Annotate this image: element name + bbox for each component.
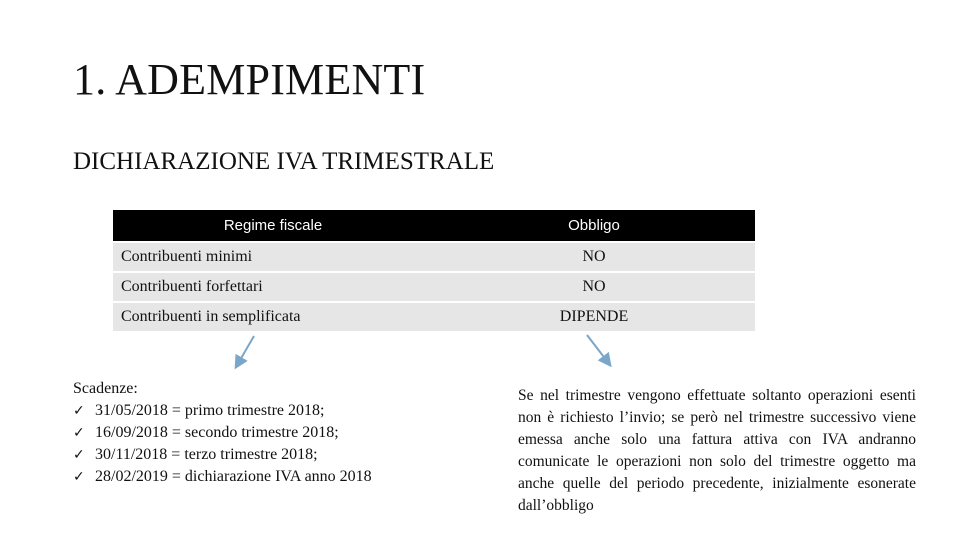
deadline-text: 28/02/2019 = dichiarazione IVA anno 2018: [95, 468, 372, 485]
check-icon: ✓: [73, 403, 85, 419]
row-regime: Contribuenti minimi: [113, 242, 433, 272]
row-obbligo: DIPENDE: [433, 302, 755, 331]
check-icon: ✓: [73, 425, 85, 441]
check-icon: ✓: [73, 469, 85, 485]
row-regime: Contribuenti in semplificata: [113, 302, 433, 331]
row-regime: Contribuenti forfettari: [113, 272, 433, 302]
arrow-down-right-icon: [587, 335, 610, 365]
deadline-text: 31/05/2018 = primo trimestre 2018;: [95, 402, 325, 419]
header-obbligo: Obbligo: [433, 210, 755, 242]
deadlines-list: [73, 400, 372, 488]
arrow-down-left-icon: [236, 336, 254, 367]
slide-subtitle: DICHIARAZIONE IVA TRIMESTRALE: [73, 148, 495, 175]
list-item: [73, 422, 372, 444]
note-paragraph: Se nel trimestre vengono effettuate soltanto operazioni esenti non è richiesto l’invio; se però nel trimestre successivo viene emessa anche solo una fattura attiva con IVA andranno comunicate le operazioni non solo del trimestre oggetto ma anche quelle del periodo precedente, inizialmente esonerate dall’obbligo: [518, 387, 916, 514]
deadline-text: 30/11/2018 = terzo trimestre 2018;: [95, 446, 318, 463]
deadlines-heading: Scadenze:: [73, 380, 138, 397]
check-icon: ✓: [73, 447, 85, 463]
row-obbligo: NO: [433, 272, 755, 302]
row-obbligo: NO: [433, 242, 755, 272]
slide-title: 1. ADEMPIMENTI: [73, 55, 426, 104]
deadline-text: 16/09/2018 = secondo trimestre 2018;: [95, 424, 339, 441]
list-item: [73, 400, 372, 422]
header-regime: Regime fiscale: [113, 210, 433, 242]
deadlines-block: [73, 378, 372, 488]
list-item: [73, 444, 372, 466]
list-item: [73, 466, 372, 488]
